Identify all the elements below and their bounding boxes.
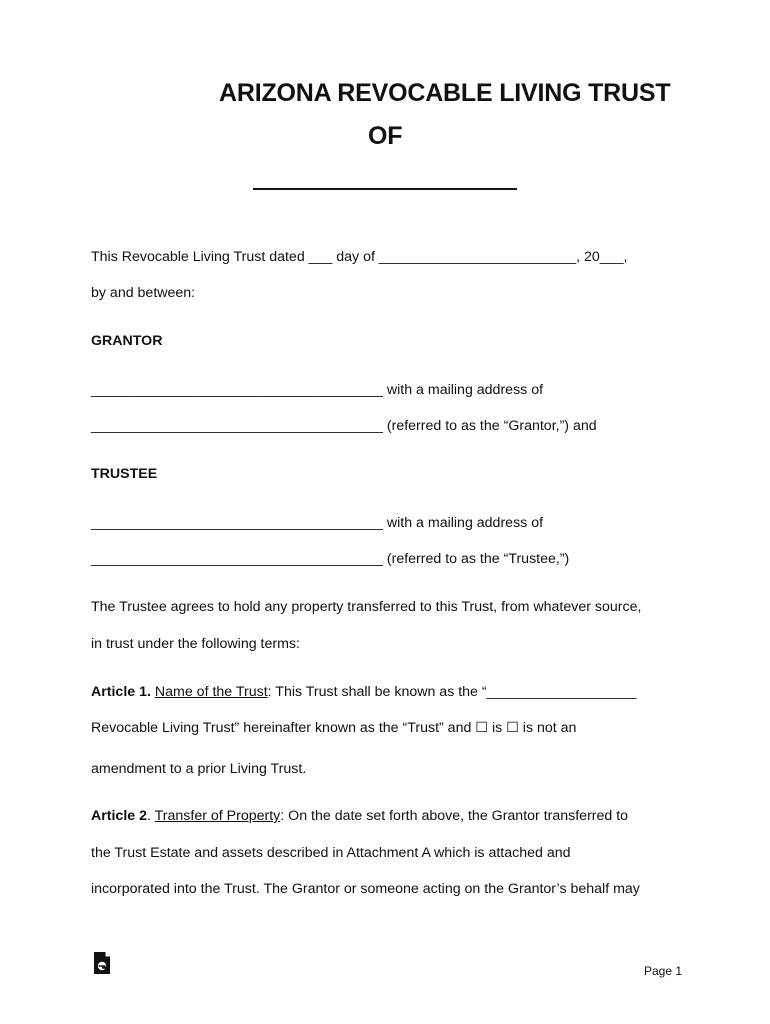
article-2-text: : On the date set forth above, the Grantor transferred to: [280, 808, 629, 824]
article-2-line-2: the Trust Estate and assets described in Attachment A which is attached and: [91, 845, 571, 861]
article-2-label: Article 2: [91, 808, 147, 824]
article-1-line-1: [91, 684, 637, 700]
trust-name-blank-line: [253, 188, 517, 190]
article-1-heading: Name of the Trust: [154, 684, 268, 700]
intro-line-1: This Revocable Living Trust dated ___ day of _________________________, 20___,: [91, 249, 628, 265]
page-number: Page 1: [644, 964, 683, 978]
article-1-line-3: amendment to a prior Living Trust.: [91, 761, 307, 777]
title-line-1: ARIZONA REVOCABLE LIVING TRUST: [219, 79, 671, 107]
article-1-label: Article 1.: [91, 684, 151, 700]
agreement-line-1: The Trustee agrees to hold any property transferred to this Trust, from whatever source,: [91, 599, 642, 615]
article-2-dot: .: [147, 808, 155, 824]
agreement-line-2: in trust under the following terms:: [91, 636, 300, 652]
trustee-line-2: _____________________________________ (referred to as the “Trustee,”): [91, 551, 570, 567]
article-1-text: : This Trust shall be known as the “___________________: [267, 684, 637, 700]
article-2-line-1: [91, 808, 628, 824]
grantor-line-2: _____________________________________ (referred to as the “Grantor,”) and: [91, 418, 597, 434]
trustee-heading: TRUSTEE: [91, 466, 158, 482]
article-2-line-3: incorporated into the Trust. The Grantor or someone acting on the Grantor’s behalf may: [91, 881, 640, 897]
grantor-heading: GRANTOR: [91, 333, 163, 349]
trustee-line-1: _____________________________________ with a mailing address of: [91, 515, 544, 531]
title-line-2: OF: [368, 122, 403, 150]
grantor-line-1: _____________________________________ with a mailing address of: [91, 382, 544, 398]
article-1-line-2: Revocable Living Trust” hereinafter known as the “Trust” and ☐ is ☐ is not an: [91, 720, 577, 736]
intro-line-2: by and between:: [91, 285, 196, 301]
eforms-logo-icon: [92, 951, 112, 975]
article-2-heading: Transfer of Property: [154, 808, 281, 824]
